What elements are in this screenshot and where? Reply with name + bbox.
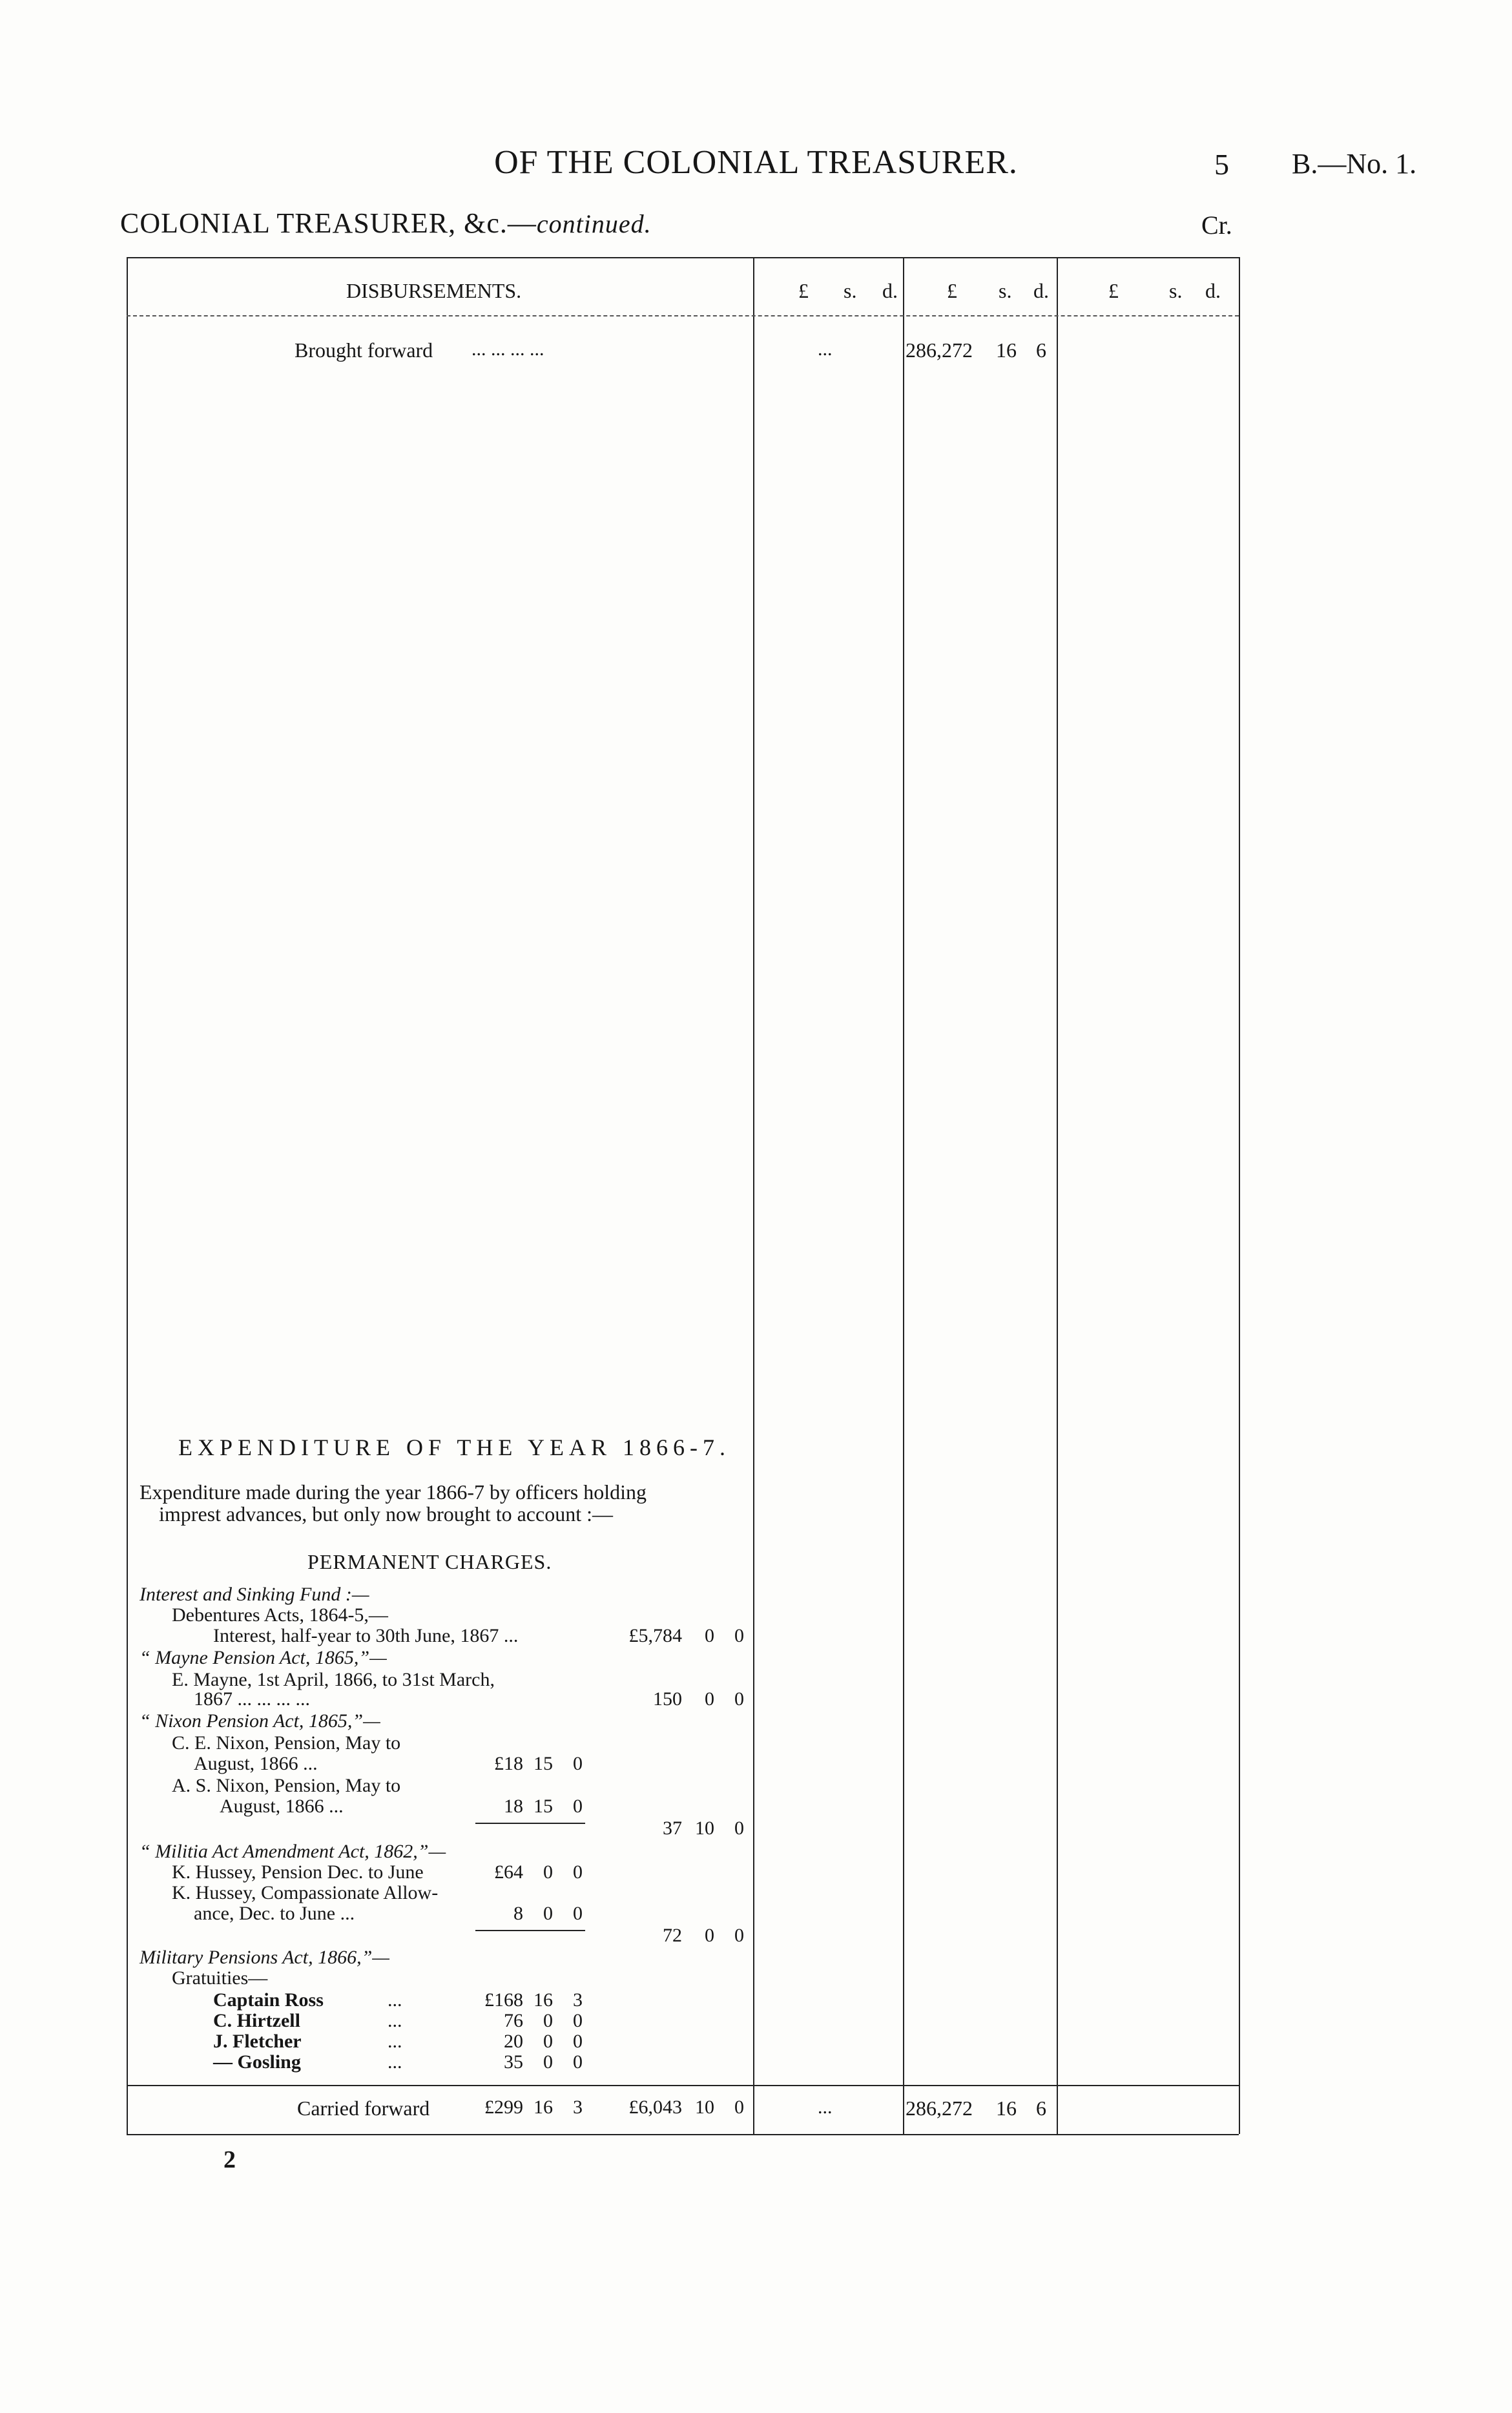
nixon-c-shillings: 15 — [533, 1753, 553, 1774]
interest-shillings: 0 — [705, 1625, 714, 1646]
gratuity-shillings: 16 — [533, 1989, 553, 2011]
brought-forward-pence: 6 — [1036, 338, 1046, 362]
ledger-subtitle — [120, 207, 652, 240]
gratuity-pounds: £168 — [484, 1989, 523, 2011]
hussey-pension-pence: 0 — [573, 1861, 583, 1883]
militia-total-pence: 0 — [734, 1925, 744, 1946]
nixon-a-line1: A. S. Nixon, Pension, May to — [172, 1775, 401, 1796]
mayne-shillings: 0 — [705, 1688, 714, 1710]
hussey-allowance-shillings: 0 — [543, 1903, 553, 1924]
carried-forward-outer-pence: 0 — [734, 2097, 744, 2118]
brought-forward-pounds: 286,272 — [906, 338, 973, 362]
brought-forward-shillings: 16 — [996, 338, 1017, 362]
gratuity-name: C. Hirtzell — [213, 2010, 300, 2031]
mayne-line2: 1867 ... ... ... ... — [194, 1688, 310, 1710]
militia-total-pounds: 72 — [663, 1925, 682, 1946]
hussey-pension-pounds: £64 — [494, 1861, 523, 1883]
hussey-line1: K. Hussey, Pension Dec. to June — [172, 1861, 424, 1883]
nixon-c-pence: 0 — [573, 1753, 583, 1774]
gratuity-pence: 0 — [573, 2031, 583, 2052]
nixon-subtotal-rule — [475, 1823, 585, 1824]
nixon-c-line2: August, 1866 ... — [194, 1753, 318, 1774]
document-reference: B.—No. 1. — [1292, 148, 1417, 180]
col3-pence-header: d. — [1205, 279, 1221, 302]
interest-line: Interest, half-year to 30th June, 1867 ... — [213, 1625, 519, 1646]
mayne-pence: 0 — [734, 1688, 744, 1710]
gratuity-leader: ... — [388, 1989, 402, 2011]
nixon-total-pounds: 37 — [663, 1818, 682, 1839]
gratuity-leader: ... — [388, 2010, 402, 2031]
page-title: OF THE COLONIAL TREASURER. — [494, 144, 1018, 181]
nixon-total-pence: 0 — [734, 1818, 744, 1839]
section-title: EXPENDITURE OF THE YEAR 1866-7. — [178, 1434, 730, 1460]
column-divider-3 — [1057, 257, 1058, 2134]
col2-shilling-header: s. — [999, 279, 1012, 302]
section-intro-line2: imprest advances, but only now brought to account :— — [159, 1502, 613, 1526]
carried-forward-outer-shillings: 10 — [695, 2097, 714, 2118]
nixon-c-pounds: £18 — [494, 1753, 523, 1774]
gratuity-name: — Gosling — [213, 2051, 301, 2073]
carried-forward-inner-shillings: 16 — [533, 2097, 553, 2118]
permanent-charges-heading: PERMANENT CHARGES. — [307, 1550, 552, 1573]
gratuity-shillings: 0 — [543, 2010, 553, 2031]
gratuity-name: J. Fletcher — [213, 2031, 302, 2052]
gratuity-name: Captain Ross — [213, 1989, 324, 2011]
credit-marker: Cr. — [1201, 211, 1232, 240]
subtitle-continued: continued. — [536, 209, 652, 238]
section-intro-line1: Expenditure made during the year 1866-7 by officers holding — [140, 1480, 647, 1504]
col1-pence-header: d. — [882, 279, 898, 302]
brought-forward-col1: ... — [818, 338, 833, 360]
carried-forward-label: Carried forward — [297, 2097, 430, 2120]
carried-forward-col1: ... — [818, 2097, 833, 2118]
hussey-allowance-pence: 0 — [573, 1903, 583, 1924]
page-number: 5 — [1214, 148, 1229, 181]
hussey-pension-shillings: 0 — [543, 1861, 553, 1883]
gratuities-label: Gratuities— — [172, 1967, 268, 1989]
column-divider-2 — [903, 257, 904, 2134]
nixon-c-line1: C. E. Nixon, Pension, May to — [172, 1732, 401, 1754]
gratuity-pence: 0 — [573, 2010, 583, 2031]
militia-subtotal-rule — [475, 1930, 585, 1931]
carried-forward-outer-pounds: £6,043 — [628, 2097, 682, 2118]
col1-shilling-header: s. — [844, 279, 857, 302]
gratuity-pounds: 35 — [504, 2051, 523, 2073]
brought-forward-label: Brought forward — [295, 338, 433, 362]
debentures-line: Debentures Acts, 1864-5,— — [172, 1604, 388, 1626]
col2-pound-header: £ — [947, 279, 957, 302]
col1-pound-header: £ — [798, 279, 809, 302]
carried-forward-shillings: 16 — [996, 2097, 1017, 2120]
carried-forward-pounds: 286,272 — [906, 2097, 973, 2120]
mayne-heading: “ Mayne Pension Act, 1865,”— — [140, 1647, 387, 1668]
interest-pounds: £5,784 — [628, 1625, 682, 1646]
bottom-rule — [127, 2134, 1239, 2135]
signature-mark: 2 — [223, 2146, 236, 2173]
gratuity-leader: ... — [388, 2051, 402, 2073]
hussey-line3: ance, Dec. to June ... — [194, 1903, 355, 1924]
carried-forward-inner-pence: 3 — [573, 2097, 583, 2118]
gratuity-pence: 3 — [573, 1989, 583, 2011]
nixon-total-shillings: 10 — [695, 1818, 714, 1839]
col3-pound-header: £ — [1108, 279, 1119, 302]
gratuity-shillings: 0 — [543, 2031, 553, 2052]
nixon-a-shillings: 15 — [533, 1796, 553, 1817]
carried-forward-rule — [127, 2085, 1239, 2086]
column-divider-1 — [753, 257, 754, 2134]
col2-pence-header: d. — [1033, 279, 1049, 302]
col3-shilling-header: s. — [1169, 279, 1183, 302]
interest-pence: 0 — [734, 1625, 744, 1646]
nixon-heading: “ Nixon Pension Act, 1865,”— — [140, 1710, 380, 1732]
mayne-pounds: 150 — [653, 1688, 682, 1710]
gratuity-pounds: 76 — [504, 2010, 523, 2031]
mayne-line1: E. Mayne, 1st April, 1866, to 31st March, — [172, 1669, 495, 1690]
interest-heading: Interest and Sinking Fund :— — [140, 1584, 369, 1605]
hussey-allowance-pounds: 8 — [513, 1903, 523, 1924]
gratuity-shillings: 0 — [543, 2051, 553, 2073]
nixon-a-line2: August, 1866 ... — [220, 1796, 344, 1817]
militia-total-shillings: 0 — [705, 1925, 714, 1946]
top-rule — [127, 257, 1239, 258]
nixon-a-pence: 0 — [573, 1796, 583, 1817]
gratuity-pounds: 20 — [504, 2031, 523, 2052]
militia-heading: “ Militia Act Amendment Act, 1862,”— — [140, 1841, 446, 1862]
gratuity-pence: 0 — [573, 2051, 583, 2073]
brought-forward-leaders: ... ... ... ... — [471, 338, 544, 360]
gratuity-leader: ... — [388, 2031, 402, 2052]
subtitle-main: COLONIAL TREASURER, &c.— — [120, 207, 537, 239]
carried-forward-pence: 6 — [1036, 2097, 1046, 2120]
disbursements-header: DISBURSEMENTS. — [346, 279, 522, 302]
nixon-a-pounds: 18 — [504, 1796, 523, 1817]
carried-forward-inner-pounds: £299 — [484, 2097, 523, 2118]
hussey-line2: K. Hussey, Compassionate Allow- — [172, 1882, 439, 1903]
military-heading: Military Pensions Act, 1866,”— — [140, 1947, 389, 1968]
header-rule — [127, 315, 1239, 316]
